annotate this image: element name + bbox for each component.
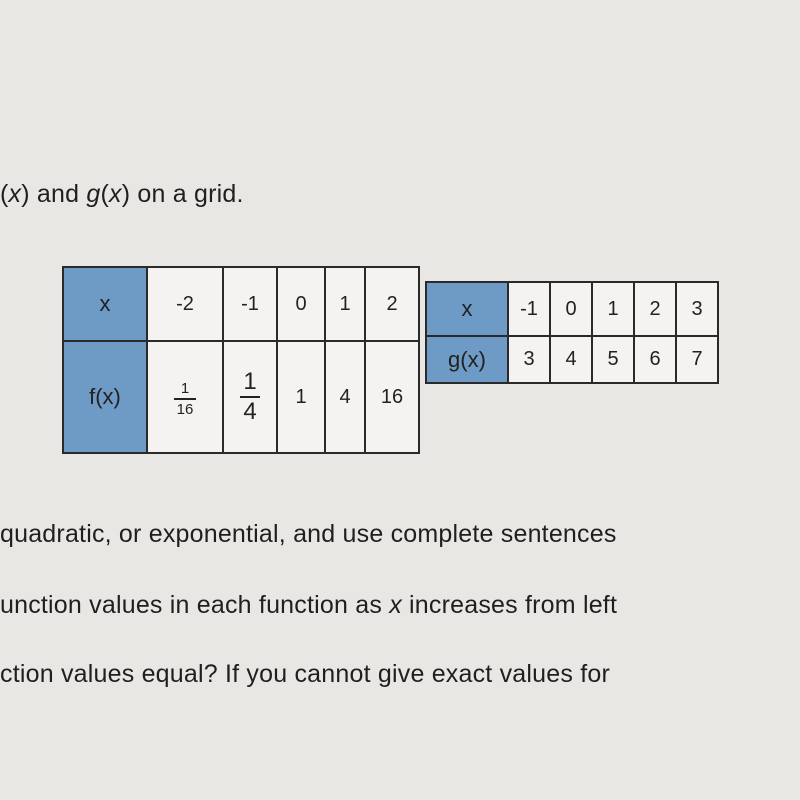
f-table-f-cell: 1 (277, 341, 325, 453)
g-table-x-header: x (426, 282, 508, 336)
g-table (425, 281, 719, 384)
g-table-g-cell: 4 (550, 336, 592, 383)
g-table-x-row (426, 282, 718, 336)
f-table-f-cell (223, 341, 277, 453)
line3-post: increases from left (401, 591, 618, 619)
line3-x-var: x (389, 591, 402, 619)
fraction-numerator: 1 (243, 368, 257, 395)
g-table-x-cell: 0 (550, 282, 592, 336)
f-table-x-cell: 2 (365, 267, 419, 341)
line1-rest: ) on a grid. (121, 180, 244, 208)
g-table-g-header: g(x) (426, 336, 508, 383)
fraction-denominator: 16 (176, 400, 194, 418)
line1-and: ) and (21, 180, 87, 208)
f-table-f-cell: 4 (325, 341, 365, 453)
f-table-x-header: x (63, 267, 147, 341)
instruction-line-1 (0, 180, 244, 209)
f-table-f-row (63, 341, 419, 453)
fraction-numerator: 1 (180, 379, 190, 397)
instruction-line-4: ction values equal? If you cannot give exact values for (0, 660, 610, 688)
f-table-f-header: f(x) (63, 341, 147, 453)
g-table-g-cell: 7 (676, 336, 718, 383)
fraction-denominator: 4 (243, 398, 257, 425)
f-table-f-cell (147, 341, 223, 453)
g-table-x-cell: 2 (634, 282, 676, 336)
line1-open-paren-2: ( (100, 180, 110, 208)
g-table-x-cell: 3 (676, 282, 718, 336)
fraction (240, 368, 259, 426)
line1-x-var: x (8, 180, 22, 208)
instruction-line-3 (0, 591, 617, 620)
line1-x-var-2: x (109, 180, 122, 208)
f-table-x-cell: -2 (147, 267, 223, 341)
instruction-line-2: quadratic, or exponential, and use complete sentences (0, 520, 617, 548)
g-table-x-cell: 1 (592, 282, 634, 336)
f-table-x-cell: 0 (277, 267, 325, 341)
g-table-g-cell: 5 (592, 336, 634, 383)
f-table (62, 266, 420, 454)
f-table-f-cell: 16 (365, 341, 419, 453)
f-table-x-cell: -1 (223, 267, 277, 341)
line3-pre: unction values in each function as (0, 591, 390, 619)
line1-open-paren: ( (0, 180, 9, 208)
fraction (174, 379, 197, 419)
f-table-x-cell: 1 (325, 267, 365, 341)
f-table-x-row (63, 267, 419, 341)
g-table-x-cell: -1 (508, 282, 550, 336)
line1-g-var: g (86, 180, 101, 208)
g-table-g-cell: 3 (508, 336, 550, 383)
g-table-g-row (426, 336, 718, 383)
g-table-g-cell: 6 (634, 336, 676, 383)
